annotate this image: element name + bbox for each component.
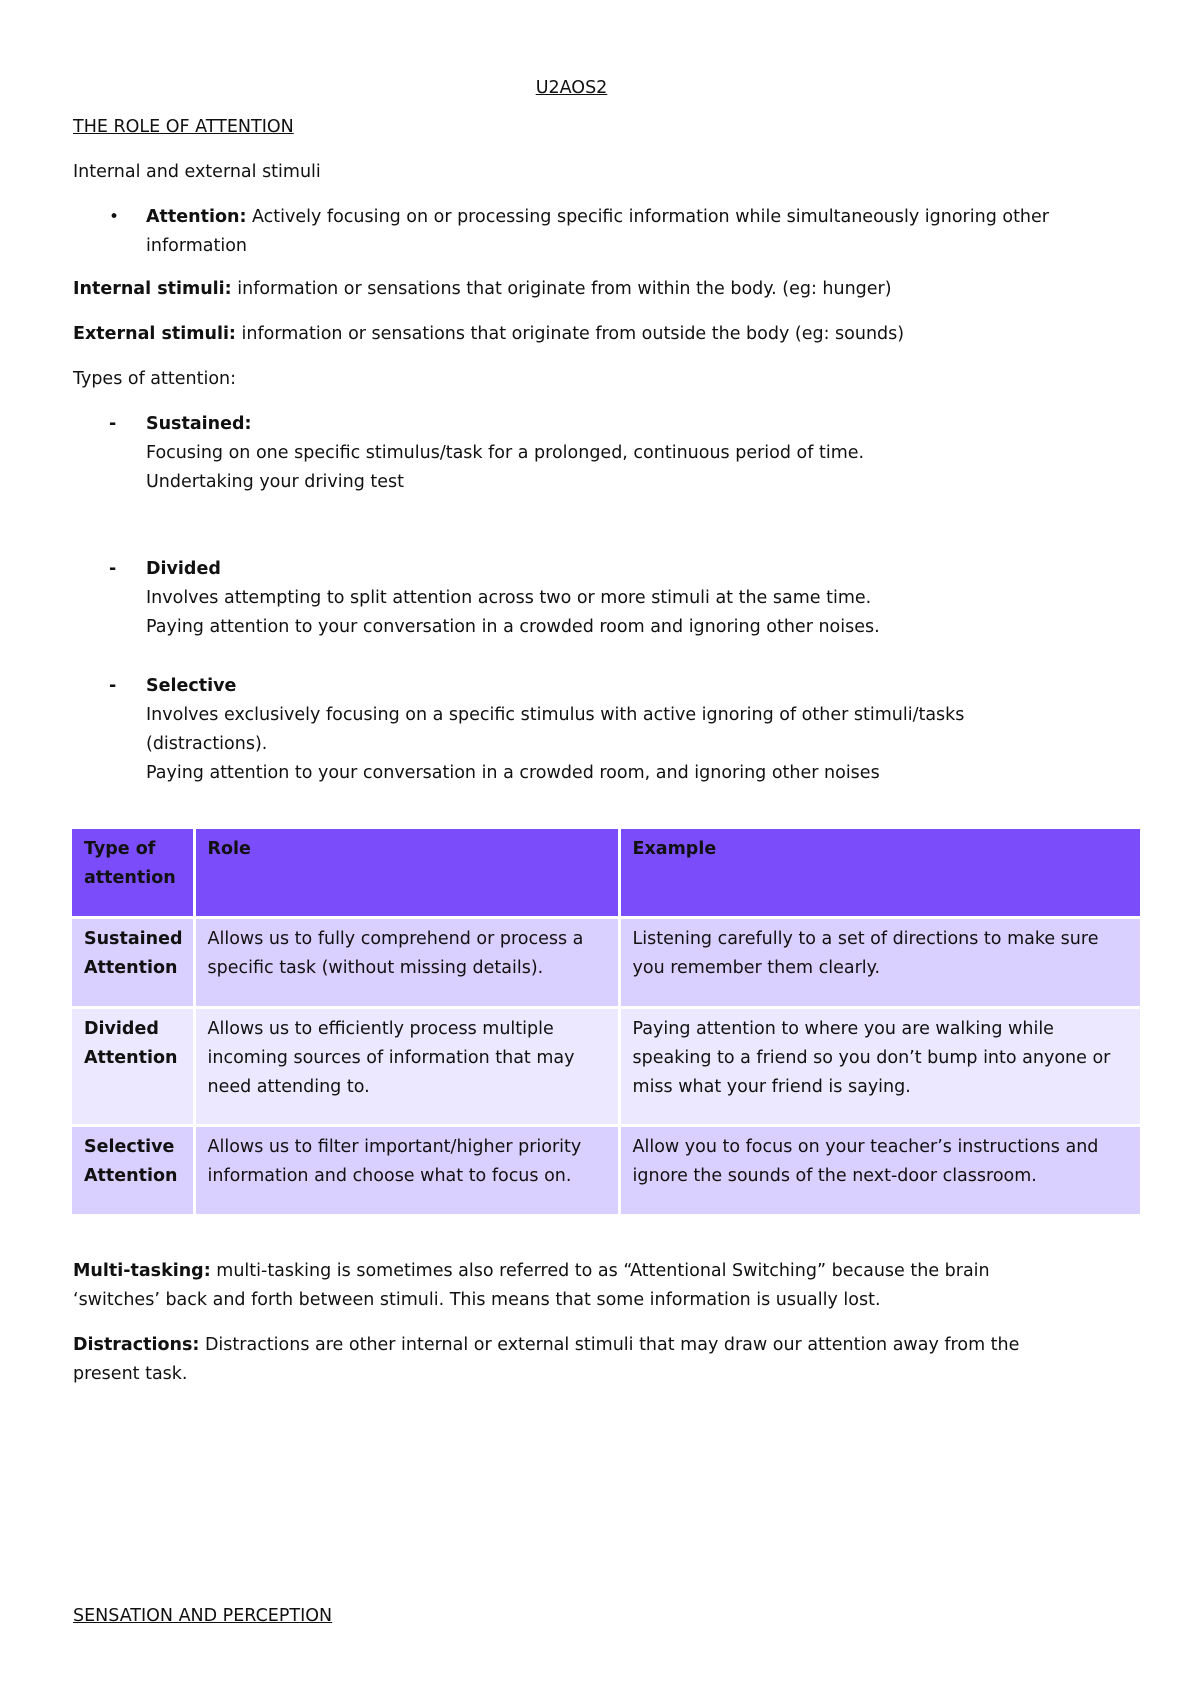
- table-cell-example: Paying attention to where you are walking while speaking to a friend so you don’t bump into anyone or miss what your friend is saying.: [621, 1009, 1140, 1124]
- internal-stimuli-definition: [73, 275, 1070, 304]
- dash-icon: -: [109, 559, 117, 579]
- type-example: Paying attention to your conversation in a crowded room, and ignoring other noises: [146, 763, 880, 783]
- type-name: Sustained:: [146, 414, 252, 434]
- table-row: [72, 1009, 1140, 1124]
- section-heading-sensation-perception: SENSATION AND PERCEPTION: [73, 1606, 333, 1626]
- type-item-sustained: [73, 410, 1070, 497]
- external-stimuli-text: information or sensations that originate from outside the body (eg: sounds): [235, 324, 905, 344]
- distractions-text: Distractions are other internal or external stimuli that may draw our attention away from the present task.: [73, 1335, 1020, 1384]
- attention-term: Attention:: [146, 207, 247, 227]
- type-description: Involves exclusively focusing on a specific stimulus with active ignoring of other stimuli/tasks (distractions).: [146, 705, 965, 754]
- section-heading-role-of-attention: THE ROLE OF ATTENTION: [73, 117, 294, 137]
- table-cell-example: Allow you to focus on your teacher’s instructions and ignore the sounds of the next-door classroom.: [621, 1127, 1140, 1214]
- type-name: Divided: [146, 559, 221, 579]
- type-name: Selective: [146, 676, 237, 696]
- table-header-example: Example: [621, 829, 1140, 916]
- dash-icon: -: [109, 414, 117, 434]
- type-item-selective: [73, 672, 1070, 788]
- intro-text: Internal and external stimuli: [73, 162, 321, 182]
- multitasking-text: multi-tasking is sometimes also referred to as “Attentional Switching” because the brain ‘switches’ back and forth between stimuli. This means that some information is usually lost.: [73, 1261, 990, 1310]
- type-example: Undertaking your driving test: [146, 472, 404, 492]
- attention-text: Actively focusing on or processing specific information while simultaneously ignoring other information: [146, 207, 1049, 256]
- types-intro: Types of attention:: [73, 369, 237, 389]
- type-description: Involves attempting to split attention across two or more stimuli at the same time.: [146, 588, 872, 608]
- table-cell-role: Allows us to fully comprehend or process a specific task (without missing details).: [196, 919, 618, 1006]
- multitasking-definition: [73, 1257, 1070, 1315]
- bullet-icon: •: [109, 207, 120, 227]
- type-item-divided: [73, 555, 1070, 642]
- table-row: [72, 919, 1140, 1006]
- multitasking-term: Multi-tasking:: [73, 1261, 211, 1281]
- attention-types-list: [73, 410, 1070, 788]
- distractions-term: Distractions:: [73, 1335, 200, 1355]
- dash-icon: -: [109, 676, 117, 696]
- attention-definition: [73, 203, 1070, 261]
- external-stimuli-definition: [73, 320, 1070, 349]
- type-example: Paying attention to your conversation in a crowded room and ignoring other noises.: [146, 617, 880, 637]
- table-cell-role: Allows us to filter important/higher priority information and choose what to focus on.: [196, 1127, 618, 1214]
- external-stimuli-term: External stimuli:: [73, 324, 236, 344]
- table-row: [72, 1127, 1140, 1214]
- attention-types-table: [69, 826, 1143, 1217]
- internal-stimuli-text: information or sensations that originate from within the body. (eg: hunger): [231, 279, 892, 299]
- table-cell-type: Sustained Attention: [72, 919, 193, 1006]
- attention-bullet-list: [73, 203, 1070, 261]
- table-cell-role: Allows us to efficiently process multiple incoming sources of information that may need attending to.: [196, 1009, 618, 1124]
- internal-stimuli-term: Internal stimuli:: [73, 279, 232, 299]
- type-description: Focusing on one specific stimulus/task for a prolonged, continuous period of time.: [146, 443, 865, 463]
- document-title: U2AOS2: [535, 78, 608, 98]
- table-header-row: [72, 829, 1140, 916]
- table-cell-type: Selective Attention: [72, 1127, 193, 1214]
- table-cell-example: Listening carefully to a set of directions to make sure you remember them clearly.: [621, 919, 1140, 1006]
- distractions-definition: [73, 1331, 1070, 1389]
- table-header-role: Role: [196, 829, 618, 916]
- table-header-type: Type of attention: [72, 829, 193, 916]
- table-cell-type: Divided Attention: [72, 1009, 193, 1124]
